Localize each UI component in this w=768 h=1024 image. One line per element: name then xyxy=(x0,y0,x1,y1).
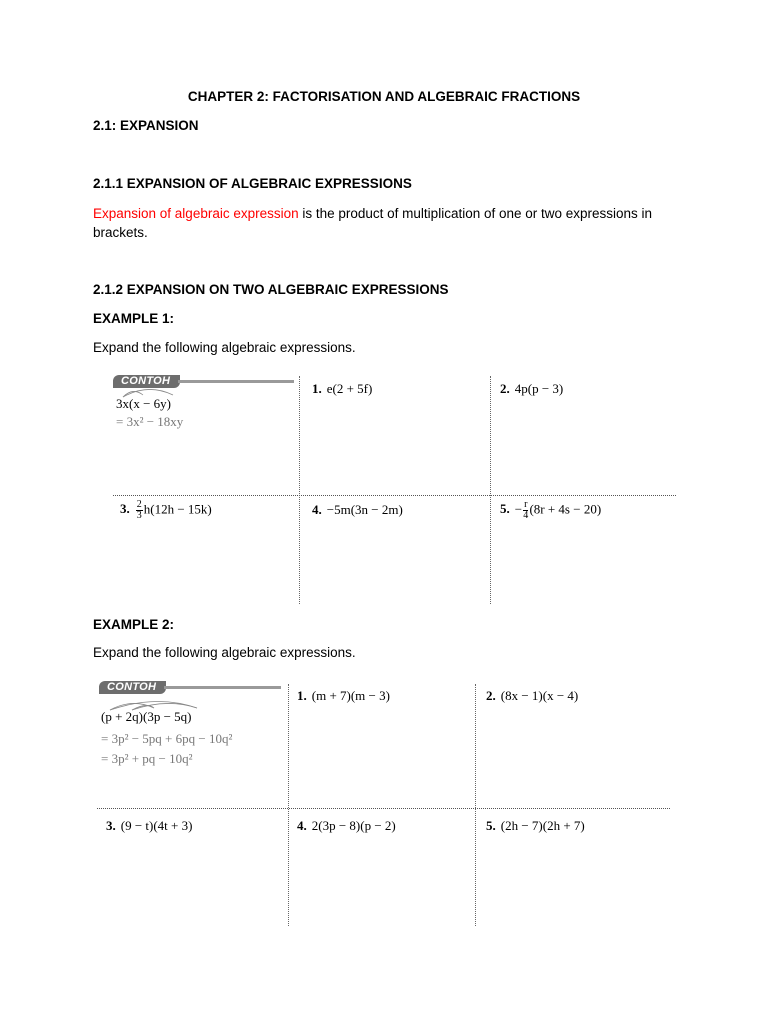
section-heading-2-1-1: 2.1.1 EXPANSION OF ALGEBRAIC EXPRESSIONS xyxy=(93,176,412,191)
grid-row-divider xyxy=(113,495,676,496)
definition-term: Expansion of algebraic expression xyxy=(93,206,299,221)
definition-text: is the product of multiplication of one or two expressions in brackets. xyxy=(93,206,653,240)
badge-rule xyxy=(164,686,281,689)
chapter-title: CHAPTER 2: FACTORISATION AND ALGEBRAIC FRACTIONS xyxy=(187,89,581,104)
grid-divider-1 xyxy=(288,684,289,926)
fraction: $\frac{r}{4}$ xyxy=(523,499,529,521)
worked-example-line-2: = 3x² − 18xy xyxy=(116,414,184,429)
worked-example-line-3: = 3p² + pq − 10q² xyxy=(101,751,193,766)
example-2-heading: EXAMPLE 2: xyxy=(93,617,175,632)
fraction: $\frac{2}{3}$ xyxy=(136,499,142,521)
section-heading-2-1: 2.1: EXPANSION xyxy=(93,118,199,133)
grid-row-divider xyxy=(97,808,670,809)
definition-paragraph xyxy=(93,204,683,242)
question-4: 4. −5m(3n − 2m) xyxy=(312,502,403,517)
question-3: 3. $\frac{2}{3}$ h(12h − 15k) xyxy=(120,499,212,521)
badge-rule xyxy=(178,380,294,383)
worked-example-line-2: = 3p² − 5pq + 6pq − 10q² xyxy=(101,731,233,746)
contoh-badge: CONTOH xyxy=(99,681,166,694)
grid-divider-1 xyxy=(299,376,300,604)
question-2: 2. 4p(p − 3) xyxy=(500,381,564,396)
question-1: 1. (m + 7)(m − 3) xyxy=(297,688,390,703)
worked-example-line-1: (p + 2q)(3p − 5q) xyxy=(101,709,192,724)
section-heading-2-1-2: 2.1.2 EXPANSION ON TWO ALGEBRAIC EXPRESSIONS xyxy=(93,282,449,297)
example-1-instruction: Expand the following algebraic expressions. xyxy=(93,340,356,355)
worked-example-line-1: 3x(x − 6y) xyxy=(116,396,171,411)
contoh-badge: CONTOH xyxy=(113,375,180,388)
question-3: 3. (9 − t)(4t + 3) xyxy=(106,818,193,833)
question-5: 5. (2h − 7)(2h + 7) xyxy=(486,818,585,833)
question-4: 4. 2(3p − 8)(p − 2) xyxy=(297,818,396,833)
example-1-heading: EXAMPLE 1: xyxy=(93,311,175,326)
example-2-instruction: Expand the following algebraic expressions. xyxy=(93,645,356,660)
grid-divider-2 xyxy=(475,684,476,926)
grid-divider-2 xyxy=(490,376,491,604)
question-1: 1. e(2 + 5f) xyxy=(312,381,373,396)
question-5: 5. − $\frac{r}{4}$ (8r + 4s − 20) xyxy=(500,499,602,521)
question-2: 2. (8x − 1)(x − 4) xyxy=(486,688,579,703)
